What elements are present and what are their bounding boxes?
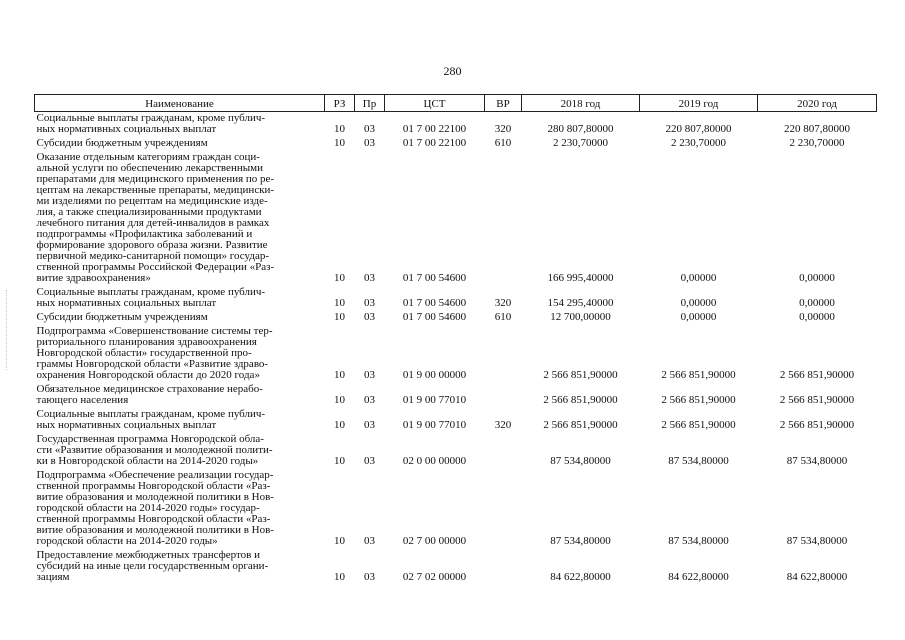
row-value-2019: 87 534,80000 xyxy=(668,455,729,467)
table-body xyxy=(35,112,877,586)
row-pr: 03 xyxy=(364,419,375,431)
row-name-line: витие образования и молодежной политики в Нов- xyxy=(36,491,274,503)
row-name-line: витие здравоохранения» xyxy=(36,272,151,284)
row-name-line: Социальные выплаты гражданам, кроме публич- xyxy=(36,112,266,124)
row-vr: 320 xyxy=(494,123,512,135)
row-vr xyxy=(485,433,522,469)
row-value-2019: 0,00000 xyxy=(680,311,717,323)
row-name-line: Субсидии бюджетным учреждениям xyxy=(36,137,208,149)
header-pr: Пр xyxy=(355,95,385,112)
row-name-line: Субсидии бюджетным учреждениям xyxy=(36,311,208,323)
table-row xyxy=(35,286,877,311)
row-name xyxy=(35,286,325,311)
row-value-2020: 220 807,80000 xyxy=(784,123,850,135)
row-name-line: Социальные выплаты гражданам, кроме публич- xyxy=(36,408,266,420)
row-vr xyxy=(485,549,522,585)
row-name-line: ки в Новгородской области на 2014-2020 годы» xyxy=(36,455,259,467)
row-name xyxy=(35,137,325,151)
row-vr: 610 xyxy=(494,137,512,149)
row-value-2019: 0,00000 xyxy=(680,297,717,309)
row-rz: 10 xyxy=(334,123,345,135)
row-pr: 03 xyxy=(364,394,375,406)
row-name-line: Оказание отдельным категориям граждан соци- xyxy=(36,151,260,163)
row-name-line: цептам на лекарственные препараты, медицински- xyxy=(36,184,275,196)
row-pr: 03 xyxy=(364,535,375,547)
row-name-line: охранения Новгородской области до 2020 года» xyxy=(36,369,260,381)
row-cst: 01 7 00 22100 xyxy=(402,123,467,135)
row-name-line: препаратами для медицинского применения по ре- xyxy=(36,173,275,185)
header-name: Наименование xyxy=(35,95,325,112)
row-vr xyxy=(485,469,522,549)
table-row xyxy=(35,325,877,383)
header-rz: РЗ xyxy=(325,95,355,112)
row-name-line: лечебного питания для детей-инвалидов в рамках xyxy=(36,217,270,229)
row-pr: 03 xyxy=(364,455,375,467)
row-rz: 10 xyxy=(334,571,345,583)
row-name-line: Новгородской области» государственной про- xyxy=(36,347,252,359)
row-value-2020: 2 566 851,90000 xyxy=(779,369,855,381)
row-name-line: витие образования и молодежной политики в Нов- xyxy=(36,524,274,536)
row-name-line: риториального планирования здравоохранения xyxy=(36,336,257,348)
row-value-2020: 87 534,80000 xyxy=(786,455,848,467)
table-header-row xyxy=(35,95,877,112)
row-name-line: граммы Новгородской области «Развитие здраво- xyxy=(36,358,269,370)
row-pr: 03 xyxy=(364,297,375,309)
row-value-2019: 87 534,80000 xyxy=(668,535,729,547)
row-value-2018: 2 230,70000 xyxy=(553,137,608,149)
row-value-2018: 2 566 851,90000 xyxy=(543,419,618,431)
row-name-line: ных нормативных социальных выплат xyxy=(36,123,217,135)
table-row xyxy=(35,112,877,138)
table-row xyxy=(35,433,877,469)
row-value-2018: 87 534,80000 xyxy=(550,455,611,467)
row-name-line: тающего населения xyxy=(36,394,129,406)
row-cst: 01 9 00 77010 xyxy=(402,394,467,406)
row-name-line: городской области на 2014-2020 годы» xyxy=(36,535,218,547)
row-value-2020: 2 566 851,90000 xyxy=(779,419,855,431)
row-name xyxy=(35,151,325,286)
row-name-line: зациям xyxy=(36,571,70,583)
row-pr: 03 xyxy=(364,123,375,135)
row-name-line: Предоставление межбюджетных трансфертов и xyxy=(36,549,260,561)
row-name-line: Подпрограмма «Совершенствование системы тер- xyxy=(36,325,273,337)
row-name-line: Подпрограмма «Обеспечение реализации государ- xyxy=(36,469,274,481)
row-value-2018: 84 622,80000 xyxy=(550,571,611,583)
row-value-2020: 0,00000 xyxy=(799,311,835,323)
row-rz: 10 xyxy=(334,369,345,381)
row-value-2018: 166 995,40000 xyxy=(547,272,614,284)
row-name-line: Государственная программа Новгородской обла- xyxy=(36,433,264,445)
table-row xyxy=(35,151,877,286)
row-name xyxy=(35,549,325,585)
row-value-2020: 84 622,80000 xyxy=(786,571,848,583)
row-rz: 10 xyxy=(334,272,345,284)
header-cst: ЦСТ xyxy=(385,95,485,112)
row-value-2018: 154 295,40000 xyxy=(547,297,614,309)
row-value-2020: 2 230,70000 xyxy=(789,137,845,149)
header-vr: ВР xyxy=(485,95,522,112)
row-name-line: Социальные выплаты гражданам, кроме публич- xyxy=(36,286,266,298)
row-value-2020: 87 534,80000 xyxy=(786,535,848,547)
row-name-line: альной услуги по обеспечению лекарственными xyxy=(36,162,263,174)
row-value-2020: 0,00000 xyxy=(799,272,835,284)
row-rz: 10 xyxy=(334,419,345,431)
row-vr: 610 xyxy=(494,311,512,323)
row-name xyxy=(35,383,325,408)
row-name-line: субсидий на иные цели государственным органи- xyxy=(36,560,269,572)
row-vr xyxy=(485,383,522,408)
row-pr: 03 xyxy=(364,571,375,583)
row-name xyxy=(35,433,325,469)
row-value-2018: 2 566 851,90000 xyxy=(543,394,618,406)
row-name-line: формирование здорового образа жизни. Развитие xyxy=(36,239,268,251)
table-row xyxy=(35,311,877,325)
row-cst: 02 7 00 00000 xyxy=(402,535,467,547)
row-name-line: городской области на 2014-2020 годы» государ- xyxy=(36,502,260,514)
table-row xyxy=(35,383,877,408)
row-pr: 03 xyxy=(364,272,375,284)
row-rz: 10 xyxy=(334,311,345,323)
row-name-line: ственной программы Новгородской области «Раз- xyxy=(36,480,271,492)
row-name-line: подпрограммы «Профилактика заболеваний и xyxy=(36,228,253,240)
row-value-2018: 12 700,00000 xyxy=(550,311,611,323)
row-cst: 01 7 00 22100 xyxy=(402,137,467,149)
row-cst: 01 7 00 54600 xyxy=(402,311,467,323)
row-cst: 01 7 00 54600 xyxy=(402,297,467,309)
page-number: 280 xyxy=(443,64,462,78)
row-pr: 03 xyxy=(364,137,375,149)
row-value-2019: 84 622,80000 xyxy=(668,571,729,583)
row-name xyxy=(35,325,325,383)
row-pr: 03 xyxy=(364,369,375,381)
header-2020: 2020 год xyxy=(758,95,877,112)
table-row xyxy=(35,549,877,585)
row-name-line: ных нормативных социальных выплат xyxy=(36,419,217,431)
row-value-2019: 0,00000 xyxy=(680,272,717,284)
row-pr: 03 xyxy=(364,311,375,323)
row-name-line: ми изделиями по рецептам на медицинские изде- xyxy=(36,195,268,207)
row-name-line: первичной медико-санитарной помощи» государ- xyxy=(36,250,269,262)
budget-table xyxy=(34,94,877,585)
scan-margin-marks xyxy=(6,290,9,370)
row-cst: 01 9 00 77010 xyxy=(402,419,467,431)
row-name xyxy=(35,469,325,549)
row-value-2020: 2 566 851,90000 xyxy=(779,394,855,406)
table-row xyxy=(35,408,877,433)
row-vr: 320 xyxy=(494,297,512,309)
row-name xyxy=(35,311,325,325)
row-value-2018: 280 807,80000 xyxy=(547,123,614,135)
row-cst: 02 7 02 00000 xyxy=(402,571,467,583)
row-name-line: лия, а также специализированными продуктами xyxy=(36,206,262,218)
row-cst: 01 7 00 54600 xyxy=(402,272,467,284)
row-rz: 10 xyxy=(334,455,345,467)
row-name-line: сти «Развитие образования и молодежной полити- xyxy=(36,444,273,456)
header-2018: 2018 год xyxy=(522,95,640,112)
row-name xyxy=(35,408,325,433)
row-value-2018: 87 534,80000 xyxy=(550,535,611,547)
row-name xyxy=(35,112,325,138)
row-rz: 10 xyxy=(334,297,345,309)
row-cst: 02 0 00 00000 xyxy=(402,455,467,467)
row-name-line: Обязательное медицинское страхование нерабо- xyxy=(36,383,263,395)
row-vr xyxy=(485,325,522,383)
row-value-2019: 2 566 851,90000 xyxy=(661,394,736,406)
row-rz: 10 xyxy=(334,137,345,149)
table-row xyxy=(35,469,877,549)
row-value-2018: 2 566 851,90000 xyxy=(543,369,618,381)
row-value-2019: 2 230,70000 xyxy=(671,137,726,149)
row-value-2020: 0,00000 xyxy=(799,297,835,309)
row-rz: 10 xyxy=(334,535,345,547)
row-name-line: ственной программы Российской Федерации «Раз- xyxy=(36,261,275,273)
header-2019: 2019 год xyxy=(640,95,758,112)
row-vr: 320 xyxy=(494,419,512,431)
row-value-2019: 220 807,80000 xyxy=(665,123,732,135)
row-rz: 10 xyxy=(334,394,345,406)
row-name-line: ственной программы Новгородской области «Раз- xyxy=(36,513,271,525)
row-vr xyxy=(485,151,522,286)
row-value-2019: 2 566 851,90000 xyxy=(661,369,736,381)
row-name-line: ных нормативных социальных выплат xyxy=(36,297,217,309)
row-value-2019: 2 566 851,90000 xyxy=(661,419,736,431)
row-cst: 01 9 00 00000 xyxy=(402,369,467,381)
table-row xyxy=(35,137,877,151)
